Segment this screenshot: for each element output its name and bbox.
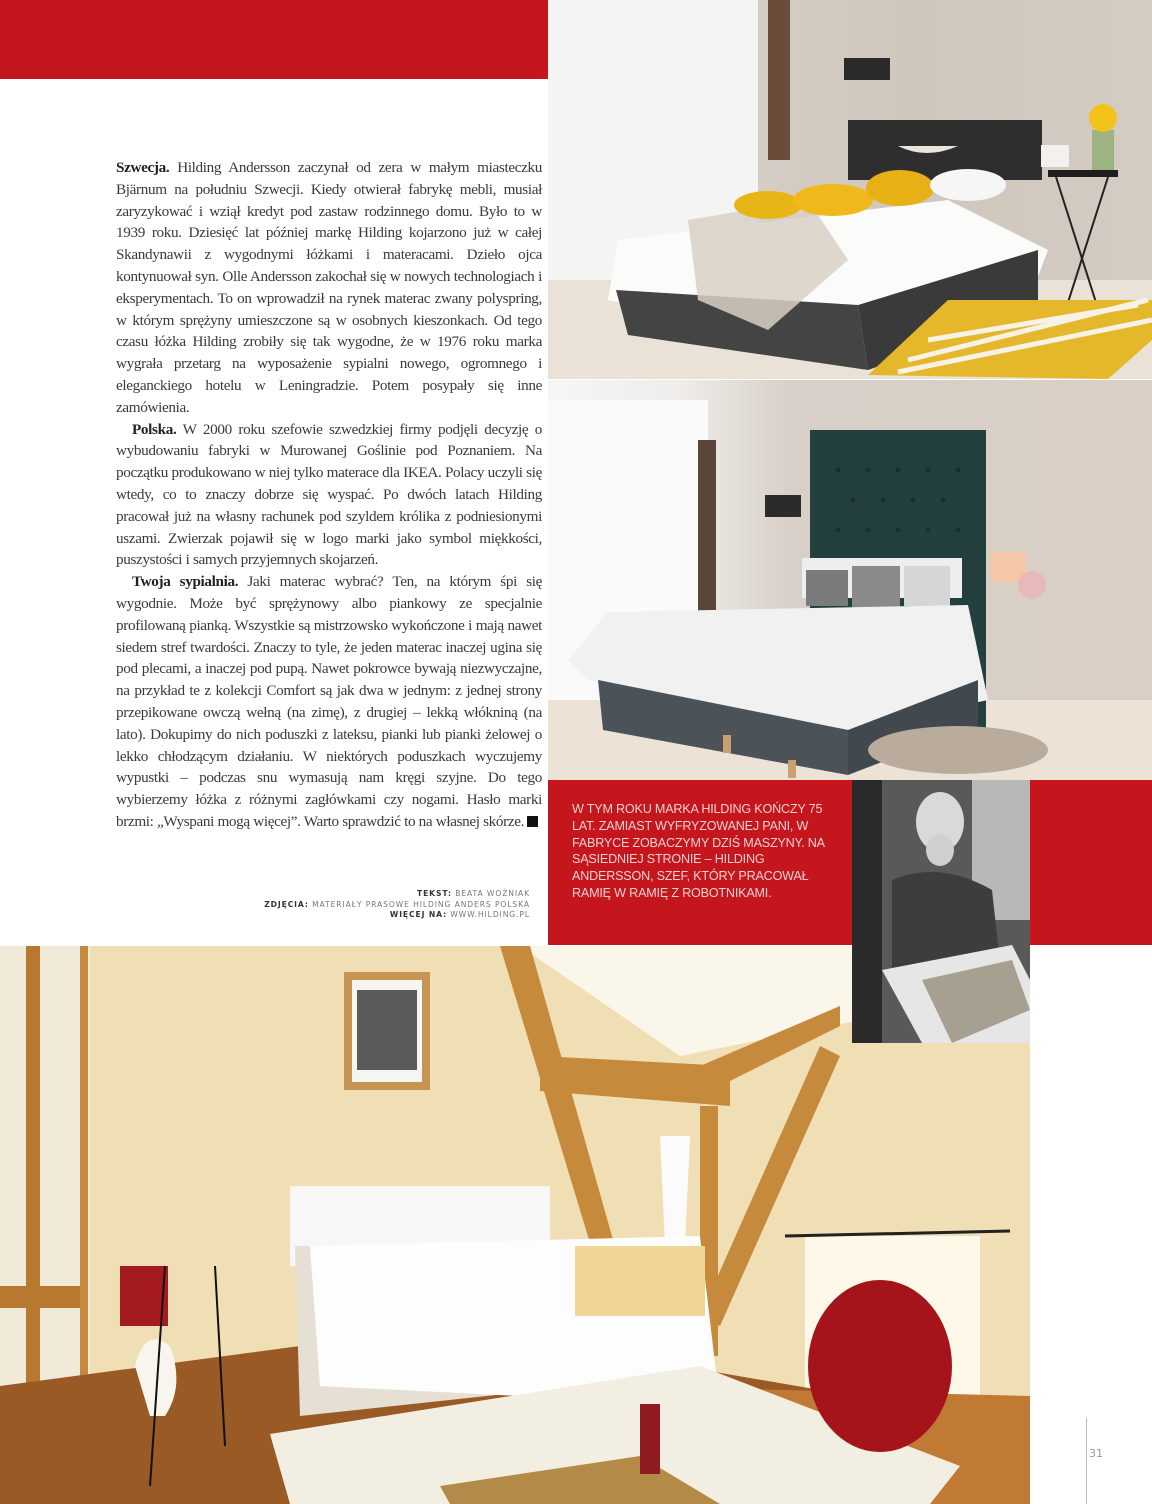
page-number: 31 xyxy=(1089,1447,1103,1460)
article-body xyxy=(116,157,542,833)
section-heading-twoja-sypialnia: Twoja sypialnia. xyxy=(132,573,239,591)
credit-more-label: WIĘCEJ NA: xyxy=(389,910,447,919)
section-heading-szwecja: Szwecja. xyxy=(116,159,170,176)
section-szwecja xyxy=(116,157,542,419)
credit-text-label: TEKST: xyxy=(417,889,452,898)
section-heading-polska: Polska. xyxy=(132,420,177,438)
credit-text xyxy=(180,889,530,900)
credit-text-value: BEATA WOŹNIAK xyxy=(451,889,530,898)
section-text-twoja-sypialnia: Jaki materac wybrać? Ten, na którym śpi się wygodnie. Może być sprężynowy albo piankowy ze specjalnie profilowaną pianką. Wszystkie są mistrzowsko wykończone i mają nawet siedem stref twardości. Znaczy to tyle, że jeden materac inaczej ugina się pod plecami, a inaczej pod pupą. Nawet pokrowce bywają niezwyczajne, na przykład te z kolekcji Comfort są jak dwa w jednym: z jednej strony przepikowane owczą wełną (na zimę), z drugiej – lekką włókniną (na lato). Dokupimy do nich poduszki z lateksu, pianki lub pianki żelowej o lekko chłodzącym działaniu. W niektórych poduszkach wyczujemy wypustki – podczas snu wymasują nam kręgi szyjne. Do tego wybierzemy łóżka z różnymi zagłówkami czy nogami. Hasło marki brzmi: „Wyspani mogą więcej”. Warto sprawdzić to na własnej skórze. xyxy=(116,573,542,830)
section-twoja-sypialnia xyxy=(116,571,542,833)
bedroom-yellow-illustration xyxy=(548,0,1152,379)
photo-caption: W TYM ROKU MARKA HILDING KOŃCZY 75 LAT. ZAMIAST WYFRYZOWANEJ PANI, W FABRYCE ZOBACZYMY DZIŚ MASZYNY. NA SĄSIEDNIEJ STRONIE – HILDING ANDERSSON, SZEF, KTÓRY PRACOWAŁ RAMIĘ W RAMIĘ Z ROBOTNIKAMI. xyxy=(572,802,825,900)
section-text-szwecja: Hilding Andersson zaczynał od zera w małym miasteczku Bjärnum na południu Szwecji. Kiedy otwierał fabrykę mebli, musiał zaryzykować i wziął kredyt pod zastaw rodzinnego domu. Było to w 1939 roku. Dziesięć lat później markę Hilding kojarzono już w całej Skandynawii z wygodnymi łóżkami i materacami. Dzieło ojca kontynuował syn. Olle Andersson zakochał się w nowych technologiach i eksperymentach. To on wprowadził na rynek materac zwany polyspring, w którym sprężyny umieszczone są w osobnych kieszonkach. Od tego czasu łóżka Hilding zrobiły się tak wygodne, że w 1976 roku marka wygrała przetarg na wyposażenie sypialni nowego, ogromnego i eleganckiego hotelu w Leningradzie. Potem posypały się inne zamówienia. xyxy=(116,159,542,416)
factory-worker-illustration xyxy=(852,780,1030,1043)
top-red-accent-bar xyxy=(0,0,548,79)
credit-more-link[interactable]: WWW.HILDING.PL xyxy=(446,910,530,919)
credit-photos xyxy=(180,900,530,911)
section-text-polska: W 2000 roku szefowie szwedzkiej firmy podjęli decyzję o wybudowaniu fabryki w Murowanej Goślinie pod Poznaniem. Na początku produkowano w niej tylko materace dla IKEA. Polacy uczyli się wtedy, co to znaczy dobrze się wyspać. Po dwóch latach Hilding pracował już na własny rachunek pod szyldem królika z podniesionymi uszami. Zwierzak pojawił się w logo marki jako symbol miękkości, puszystości i samych przyjemnych skojarzeń. xyxy=(116,420,542,569)
credit-photos-value: MATERIAŁY PRASOWE HILDING ANDERS POLSKA xyxy=(308,899,530,909)
photo-factory-worker-bw xyxy=(852,780,1030,1043)
end-mark-icon xyxy=(527,816,538,827)
credit-photos-label: ZDJĘCIA: xyxy=(264,899,309,909)
article-credits xyxy=(180,889,530,921)
photo-bedroom-yellow-pillows xyxy=(548,0,1152,379)
photo-bedroom-tufted-headboard xyxy=(548,380,1152,780)
credit-more xyxy=(180,910,530,921)
section-polska xyxy=(116,419,542,572)
page-number-divider xyxy=(1086,1418,1087,1504)
bedroom-tufted-illustration xyxy=(548,380,1152,780)
